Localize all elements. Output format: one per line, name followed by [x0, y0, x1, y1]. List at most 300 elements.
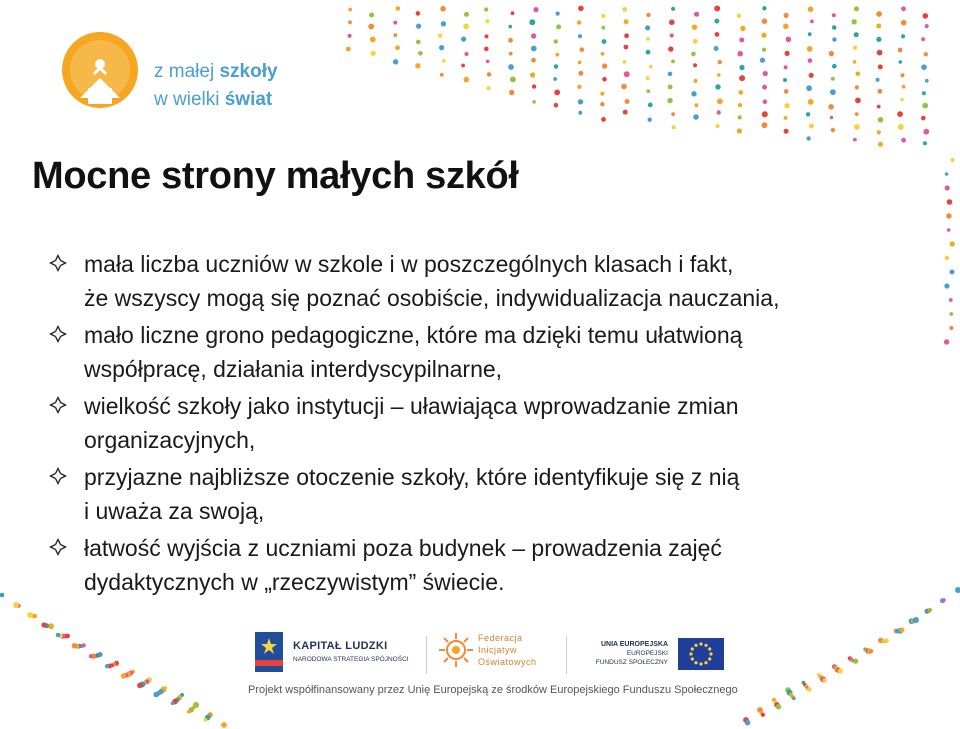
confetti-dot: [463, 24, 469, 30]
confetti-dot: [578, 71, 583, 76]
confetti-dot: [763, 71, 768, 76]
confetti-dot: [694, 12, 699, 17]
confetti-dot: [912, 619, 916, 623]
confetti-dot: [510, 77, 516, 83]
confetti-dot: [509, 90, 514, 95]
confetti-dot: [74, 644, 79, 649]
confetti-dot: [671, 7, 675, 11]
confetti-dot: [899, 60, 903, 64]
confetti-dot: [878, 64, 883, 69]
confetti-dot: [784, 13, 789, 18]
confetti-dot: [667, 98, 672, 103]
confetti-dot: [695, 103, 699, 107]
confetti-dot: [883, 639, 887, 643]
confetti-dot: [830, 89, 836, 95]
confetti-dot: [125, 672, 131, 678]
slide-title: Mocne strony małych szkół: [32, 155, 519, 197]
confetti-dot: [921, 37, 925, 41]
confetti-dot: [878, 638, 883, 643]
confetti-dot: [602, 39, 607, 44]
federacja-name: [478, 632, 558, 668]
confetti-dot: [831, 77, 835, 81]
confetti-dot: [763, 99, 768, 104]
confetti-dot: [623, 60, 627, 64]
confetti-dot: [438, 34, 442, 38]
confetti-dot: [898, 48, 903, 53]
confetti-dot: [878, 117, 884, 123]
kapital-ludzki-subtitle: NARODOWA STRATEGIA SPÓJNOŚCI: [293, 656, 409, 663]
cofinance-statement: Projekt współfinansowany przez Unię Europejską ze środków Europejskiego Funduszu Społecznego: [248, 684, 738, 696]
confetti-dot: [578, 6, 584, 12]
eu-head: UNIA EUROPEJSKA: [600, 641, 668, 648]
confetti-dot: [922, 103, 928, 109]
confetti-dot: [624, 45, 629, 50]
footer-logos: [248, 628, 738, 706]
bullet-line: wielkość szkoły jako instytucji – uławiająca wprowadzanie zmian: [84, 393, 739, 419]
confetti-dot: [921, 116, 926, 121]
confetti-dot: [371, 51, 376, 56]
confetti-dot: [832, 37, 836, 41]
confetti-dot: [464, 12, 469, 17]
confetti-dot: [464, 77, 470, 83]
confetti-dot: [147, 677, 153, 683]
federacja-line: Oświatowych: [478, 657, 537, 667]
confetti-dot: [738, 115, 742, 119]
confetti-dot: [554, 64, 559, 69]
confetti-dot: [900, 628, 905, 633]
confetti-dot: [624, 33, 629, 38]
confetti-dot: [531, 46, 537, 52]
confetti-dot: [739, 75, 745, 81]
confetti-dot: [878, 89, 883, 94]
confetti-dot: [645, 25, 650, 30]
confetti-dot: [829, 51, 834, 56]
confetti-dot: [187, 710, 191, 714]
confetti-dot: [738, 103, 742, 107]
confetti-dot: [648, 103, 653, 108]
confetti-dot: [16, 604, 20, 608]
confetti-dot: [774, 702, 779, 707]
confetti-dot: [554, 103, 559, 108]
confetti-dot: [158, 689, 163, 694]
confetti-dot: [785, 687, 791, 693]
confetti-dot: [32, 614, 37, 619]
confetti-dot: [921, 64, 927, 70]
confetti-dot: [554, 90, 560, 96]
confetti-dot: [718, 60, 722, 64]
confetti-dot: [370, 37, 376, 43]
confetti-dot: [107, 664, 112, 669]
confetti-dot: [830, 116, 834, 120]
confetti-dot: [461, 37, 466, 42]
confetti-dot: [646, 13, 650, 17]
confetti-dot: [853, 46, 857, 50]
confetti-dot: [553, 77, 557, 81]
confetti-dot: [762, 111, 768, 117]
eu-fund-text: [578, 640, 668, 667]
confetti-dot: [646, 89, 650, 93]
confetti-dot: [670, 33, 674, 37]
confetti-dot: [207, 712, 212, 717]
confetti-dot: [624, 19, 629, 24]
confetti-dot: [600, 102, 604, 106]
confetti-dot: [671, 112, 675, 116]
confetti-dot: [867, 648, 873, 654]
confetti-dot: [60, 634, 65, 639]
confetti-dot: [762, 48, 766, 52]
confetti-dot: [693, 114, 699, 120]
confetti-dot: [848, 656, 852, 660]
confetti-dot: [348, 20, 352, 24]
confetti-dot: [877, 50, 883, 56]
confetti-dot: [484, 47, 489, 52]
confetti-dot: [809, 73, 814, 78]
confetti-dot: [691, 52, 696, 57]
confetti-dot: [672, 125, 676, 129]
confetti-dot: [580, 47, 585, 52]
confetti-dot: [440, 6, 446, 12]
logo-line1-prefix: z małej: [154, 61, 220, 82]
confetti-dot: [898, 124, 904, 130]
sun-house-logo-icon: [58, 28, 142, 112]
confetti-dot: [949, 312, 953, 316]
bullet-item: [48, 531, 928, 599]
confetti-dot: [947, 199, 953, 205]
confetti-dot: [31, 614, 35, 618]
confetti-dot: [13, 602, 19, 608]
confetti-dot: [95, 653, 100, 658]
confetti-dot: [925, 79, 929, 83]
confetti-dot: [63, 634, 67, 638]
confetti-dot: [348, 34, 352, 38]
confetti-dot: [58, 633, 63, 638]
bullet-list: [48, 247, 928, 602]
confetti-dot: [105, 664, 109, 668]
confetti-dot: [762, 122, 768, 128]
bullet-item: [48, 318, 928, 386]
confetti-dot: [623, 110, 628, 115]
confetti-dot: [863, 648, 867, 652]
logo-line2-prefix: w wielki: [154, 89, 225, 110]
confetti-dot: [0, 593, 4, 598]
confetti-dot: [77, 644, 82, 649]
confetti-dot: [600, 92, 604, 96]
confetti-dot: [72, 643, 77, 648]
bullet-line: dydaktycznych w „rzeczywistym” świecie.: [84, 569, 505, 595]
confetti-dot: [693, 39, 698, 44]
confetti-dot: [369, 13, 374, 18]
confetti-dot: [368, 24, 374, 30]
confetti-dot: [784, 129, 789, 134]
confetti-dot: [737, 128, 742, 133]
kapital-ludzki-logo-icon: [253, 630, 285, 674]
confetti-dot: [876, 11, 882, 17]
confetti-dot: [716, 124, 720, 128]
bullet-line: przyjazne najbliższe otoczenie szkoły, które identyfikuje się z nią: [84, 464, 740, 490]
confetti-dot: [508, 38, 513, 43]
confetti-dot: [693, 63, 697, 67]
confetti-dot: [854, 124, 860, 130]
confetti-dot: [884, 638, 889, 643]
confetti-dot: [949, 326, 953, 330]
confetti-dot: [855, 85, 859, 89]
confetti-dot: [897, 629, 902, 634]
confetti-dot: [346, 47, 351, 52]
confetti-dot: [832, 25, 837, 30]
confetti-dot: [739, 90, 744, 95]
confetti-dot: [692, 25, 697, 30]
confetti-dot: [807, 46, 813, 52]
confetti-dot: [48, 623, 54, 629]
confetti-dot: [784, 65, 788, 69]
confetti-dot: [809, 124, 814, 129]
confetti-dot: [82, 643, 86, 647]
confetti-dot: [625, 99, 630, 104]
confetti-dot: [189, 707, 194, 712]
confetti-dot: [531, 33, 536, 38]
confetti-dot: [114, 661, 119, 666]
confetti-dot: [171, 702, 175, 706]
confetti-dot: [865, 648, 869, 652]
bullet-item: [48, 389, 928, 457]
confetti-dot: [717, 73, 721, 77]
bullet-item: [48, 460, 928, 528]
confetti-dot: [901, 34, 905, 38]
confetti-dot: [866, 648, 871, 653]
confetti-dot: [849, 658, 853, 662]
confetti-dot: [784, 89, 789, 94]
confetti-dot: [950, 270, 955, 275]
confetti-dot: [487, 86, 491, 90]
bullet-line: mała liczba uczniów w szkole i w poszczególnych klasach i fakt,: [84, 251, 734, 277]
confetti-dot: [671, 60, 675, 64]
confetti-dot: [951, 158, 955, 162]
confetti-dot: [622, 7, 627, 12]
confetti-dot: [877, 105, 881, 109]
confetti-dot: [787, 690, 793, 696]
confetti-dot: [832, 664, 837, 669]
confetti-dot: [160, 687, 166, 693]
confetti-dot: [139, 682, 145, 688]
confetti-dot: [926, 609, 930, 613]
confetti-dot: [898, 628, 904, 634]
confetti-dot: [853, 659, 858, 664]
confetti-dot: [806, 687, 810, 691]
confetti-dot: [27, 612, 33, 618]
confetti-dot: [485, 34, 489, 38]
confetti-dot: [834, 667, 840, 673]
confetti-dot: [869, 649, 873, 653]
bullet-line: i uważa za swoją,: [84, 498, 265, 524]
confetti-dot: [955, 587, 960, 593]
confetti-dot: [790, 695, 794, 699]
confetti-dot: [882, 639, 886, 643]
confetti-dot: [531, 58, 536, 63]
confetti-dot: [715, 32, 720, 37]
confetti-dot: [80, 644, 84, 648]
federacja-sun-logo-icon: [438, 632, 474, 668]
confetti-dot: [621, 84, 627, 90]
confetti-dot: [772, 698, 776, 702]
confetti-dot: [806, 85, 812, 91]
confetti-dot: [896, 629, 900, 633]
confetti-dot: [175, 697, 180, 702]
confetti-dot: [819, 676, 824, 681]
confetti-dot: [668, 46, 673, 51]
confetti-dot: [47, 624, 51, 628]
confetti-dot: [828, 104, 834, 110]
confetti-dot: [649, 65, 653, 69]
confetti-dot: [925, 609, 930, 614]
confetti-dot: [897, 111, 903, 117]
confetti-dot: [578, 111, 582, 115]
eu-flag-icon: [678, 638, 724, 670]
confetti-dot: [855, 98, 861, 104]
confetti-dot: [717, 110, 721, 114]
confetti-dot: [900, 98, 904, 102]
logo-wordmark: [154, 58, 314, 114]
confetti-dot: [601, 52, 605, 56]
confetti-dot: [834, 666, 839, 671]
confetti-dot: [737, 51, 743, 57]
logo-line2-bold: świat: [224, 89, 273, 110]
confetti-dot: [784, 116, 788, 120]
confetti-dot: [394, 33, 398, 37]
confetti-dot: [648, 118, 652, 122]
confetti-dot: [945, 256, 950, 261]
confetti-dot: [156, 691, 161, 696]
confetti-dot: [851, 659, 855, 663]
confetti-dot: [143, 681, 147, 685]
confetti-dot: [646, 76, 650, 80]
confetti-dot: [880, 639, 884, 643]
confetti-dot: [555, 53, 559, 57]
confetti-dot: [876, 78, 880, 82]
confetti-dot: [802, 681, 806, 685]
confetti-dot: [913, 617, 919, 623]
confetti-dot: [783, 24, 789, 30]
confetti-dot: [484, 7, 488, 11]
confetti-dot: [578, 61, 582, 65]
confetti-dot: [624, 71, 630, 77]
confetti-dot: [714, 6, 720, 12]
confetti-dot: [745, 720, 751, 726]
confetti-dot: [855, 112, 859, 116]
confetti-dot: [442, 59, 446, 63]
confetti-dot: [942, 598, 946, 602]
confetti-dot: [852, 659, 856, 663]
confetti-dot: [856, 72, 861, 77]
confetti-dot: [578, 99, 583, 104]
confetti-dot: [762, 6, 766, 10]
confetti-dot: [878, 142, 883, 147]
confetti-dot: [760, 58, 765, 63]
confetti-dot: [854, 6, 859, 11]
confetti-dot: [925, 24, 929, 28]
confetti-dot: [221, 722, 227, 728]
footer-divider: [566, 636, 567, 674]
confetti-dot: [806, 112, 810, 116]
confetti-dot: [940, 598, 945, 603]
confetti-dot: [153, 692, 159, 698]
confetti-dot: [717, 98, 723, 104]
confetti-dot: [819, 675, 823, 679]
confetti-dot: [762, 85, 767, 90]
confetti-dot: [511, 11, 515, 15]
confetti-dot: [577, 85, 581, 89]
confetti-dot: [578, 34, 582, 38]
confetti-dot: [112, 663, 116, 667]
confetti-dot: [556, 12, 560, 16]
confetti-dot: [928, 608, 932, 612]
bullet-line: łatwość wyjścia z uczniami poza budynek – prowadzenia zajęć: [84, 535, 722, 561]
eu-sub2: FUNDUSZ SPOŁECZNY: [595, 659, 668, 666]
confetti-dot: [852, 19, 857, 24]
confetti-dot: [808, 58, 813, 63]
confetti-dot: [56, 633, 61, 638]
confetti-dot: [693, 79, 697, 83]
confetti-dot: [416, 40, 421, 45]
confetti-dot: [831, 128, 835, 132]
confetti-dot: [532, 100, 536, 104]
diamond-bullet-icon: [48, 253, 68, 273]
confetti-dot: [180, 693, 184, 697]
confetti-dot: [65, 634, 70, 639]
confetti-dot: [944, 339, 949, 344]
confetti-dot: [601, 14, 605, 18]
confetti-dot: [762, 18, 768, 24]
confetti-dot: [530, 72, 535, 77]
confetti-dot: [393, 59, 398, 64]
confetti-dot: [668, 72, 673, 77]
confetti-dot: [774, 701, 778, 705]
confetti-dot: [947, 228, 951, 232]
diamond-bullet-icon: [48, 466, 68, 486]
confetti-dot: [715, 84, 720, 89]
confetti-dot: [193, 702, 199, 708]
confetti-dot: [783, 78, 787, 82]
confetti-dot: [911, 619, 916, 624]
confetti-dot: [820, 677, 826, 683]
confetti-dot: [854, 32, 859, 37]
confetti-dot: [944, 283, 949, 288]
footer-divider: [426, 636, 427, 674]
confetti-dot: [691, 91, 696, 96]
confetti-dot: [945, 172, 949, 176]
confetti-dot: [853, 138, 857, 142]
confetti-dot: [461, 64, 465, 68]
confetti-dot: [761, 713, 765, 717]
confetti-dot: [808, 32, 812, 36]
diamond-bullet-icon: [48, 395, 68, 415]
confetti-dot: [508, 25, 512, 29]
confetti-dot: [439, 45, 444, 50]
confetti-dot: [164, 686, 168, 690]
confetti-dot: [646, 50, 651, 55]
confetti-dot: [529, 19, 535, 25]
confetti-dot: [923, 129, 929, 135]
confetti-dot: [836, 668, 841, 673]
confetti-dot: [808, 6, 814, 12]
confetti-dot: [761, 33, 766, 38]
bullet-line: mało liczne grono pedagogiczne, które ma dzięki temu ułatwioną: [84, 322, 743, 348]
confetti-dot: [760, 711, 764, 715]
confetti-dot: [901, 6, 906, 11]
confetti-dot: [901, 73, 905, 77]
federacja-line: Inicjatyw: [478, 645, 518, 655]
confetti-dot: [807, 687, 812, 692]
confetti-dot: [203, 718, 207, 722]
